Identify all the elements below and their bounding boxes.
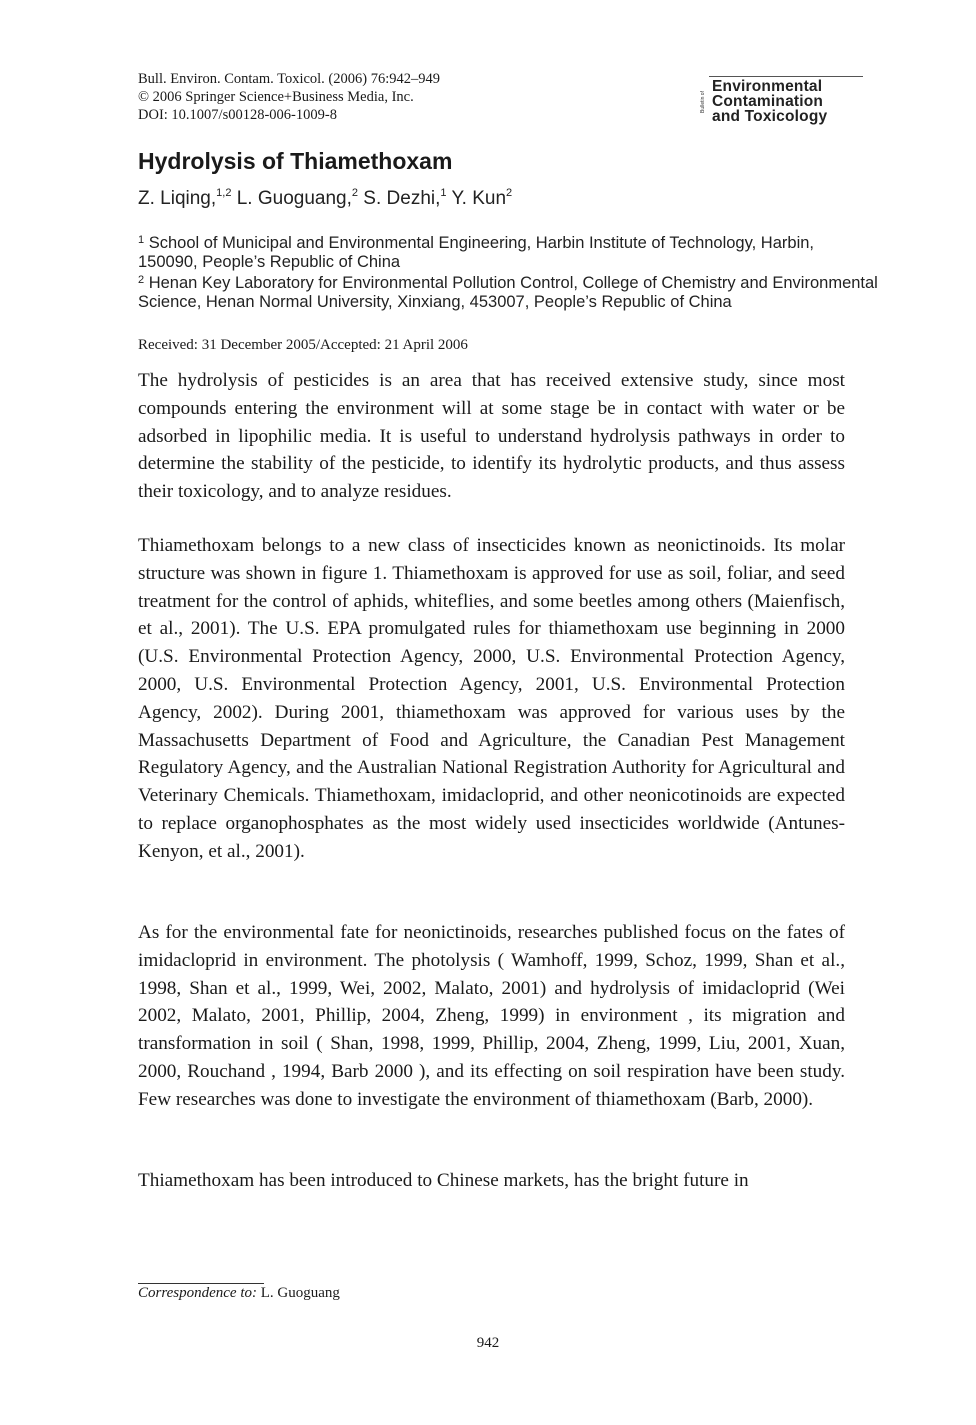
page-number: 942 <box>476 1335 500 1351</box>
author-affiliation-mark: 1 <box>440 187 447 199</box>
body-paragraph: The hydrolysis of pesticides is an area that has received extensive study, since most compounds entering the environment will at some stage be in contact with water or be adsorbed in lipophilic media. It is useful to understand hydrolysis pathways in order to determine the stability of the pesticide, to identify its hydrolytic products, and thus assess their toxicology, and to analyze residues. <box>138 370 845 503</box>
logo-line-1: Environmental <box>712 78 823 95</box>
affiliation-mark: 1 <box>138 234 145 246</box>
affiliation-item <box>138 231 878 271</box>
author-affiliation-mark: 2 <box>506 187 513 199</box>
affiliation-text: Henan Key Laboratory for Environmental Pollution Control, College of Chemistry and Environmental Science, Henan Normal University, Xinxiang, 453007, People’s Republic of China <box>138 274 878 311</box>
affiliation-item <box>138 271 878 311</box>
doi-line: DOI: 10.1007/s00128-006-1009-8 <box>138 107 337 123</box>
correspondence-footnote <box>138 1285 340 1302</box>
affiliation-text: School of Municipal and Environmental Engineering, Harbin Institute of Technology, Harbin, 150090, People’s Republic of China <box>138 234 814 271</box>
body-paragraph: Thiamethoxam has been introduced to Chinese markets, has the bright future in <box>138 1170 749 1191</box>
logo-line-2: Contamination <box>712 93 824 110</box>
logo-side-text: Bulletin of <box>700 91 706 113</box>
received-date: Received: 31 December 2005/Accepted: 21 April 2006 <box>138 337 468 353</box>
author-name: S. Dezhi, <box>363 188 441 209</box>
logo-rule <box>709 76 863 77</box>
author-name: Y. Kun <box>451 188 507 209</box>
affiliations <box>138 231 878 311</box>
journal-header <box>138 70 558 124</box>
article-title: Hydrolysis of Thiamethoxam <box>138 148 453 174</box>
author-affiliation-mark: 1,2 <box>216 187 232 199</box>
body-paragraph: Thiamethoxam belongs to a new class of insecticides known as neonictinoids. Its molar structure was shown in figure 1. Thiamethoxam is approved for use as soil, foliar, and seed treatment for the control of aphids, whiteflies, and some beetles among others (Maienfisch, et al., 2001). The U.S. EPA promulgated rules for thiamethoxam use beginning in 2000 (U.S. Environmental Protection Agency, 2000, U.S. Environmental Protection Agency, 2000, U.S. Environmental Protection Agency, 2001, U.S. Environmental Protection Agency, 2002). During 2001, thiamethoxam was approved for various uses by the Massachusetts Department of Food and Agriculture, the Canadian Pest Management Regulatory Agency, and the Australian National Registration Authority for Agricultural and Veterinary Chemicals. Thiamethoxam, imidacloprid, and other neonicotinoids are expected to replace organophosphates as the most widely used insecticides worldwide (Antunes-Kenyon, et al., 2001). <box>138 535 845 862</box>
author-name: Z. Liqing, <box>138 188 217 209</box>
correspondence-name: L. Guoguang <box>260 1285 340 1301</box>
journal-logo <box>700 76 863 125</box>
author-list <box>138 187 512 210</box>
body-paragraph: As for the environmental fate for neonictinoids, researches published focus on the fates of imidacloprid in environment. The photolysis ( Wamhoff, 1999, Schoz, 1999, Shan et al., 1998, Shan et al., 1999, Wei, 2002, Malato, 2001) and hydrolysis of imidacloprid (Wei 2002, Malato, 2001, Phillip, 2004, Zheng, 1999) in environment , its migration and transformation in soil ( Shan, 1998, 1999, Phillip, 2004, Zheng, 1999, Liu, 2001, Xuan, 2000, Rouchand , 1994, Barb 2000 ), and its effecting on soil respiration have been study. Few researches was done to investigate the environment of thiamethoxam (Barb, 2000). <box>138 922 845 1110</box>
affiliation-mark: 2 <box>138 274 145 287</box>
author-name: L. Guoguang, <box>236 188 352 209</box>
correspondence-label: Correspondence to: <box>138 1285 258 1301</box>
author-affiliation-mark: 2 <box>351 187 359 199</box>
copyright-line: © 2006 Springer Science+Business Media, Inc. <box>138 89 414 105</box>
footnote-divider <box>138 1283 264 1284</box>
logo-line-3: and Toxicology <box>712 108 828 125</box>
journal-citation: Bull. Environ. Contam. Toxicol. (2006) 76:942–949 <box>138 71 440 87</box>
